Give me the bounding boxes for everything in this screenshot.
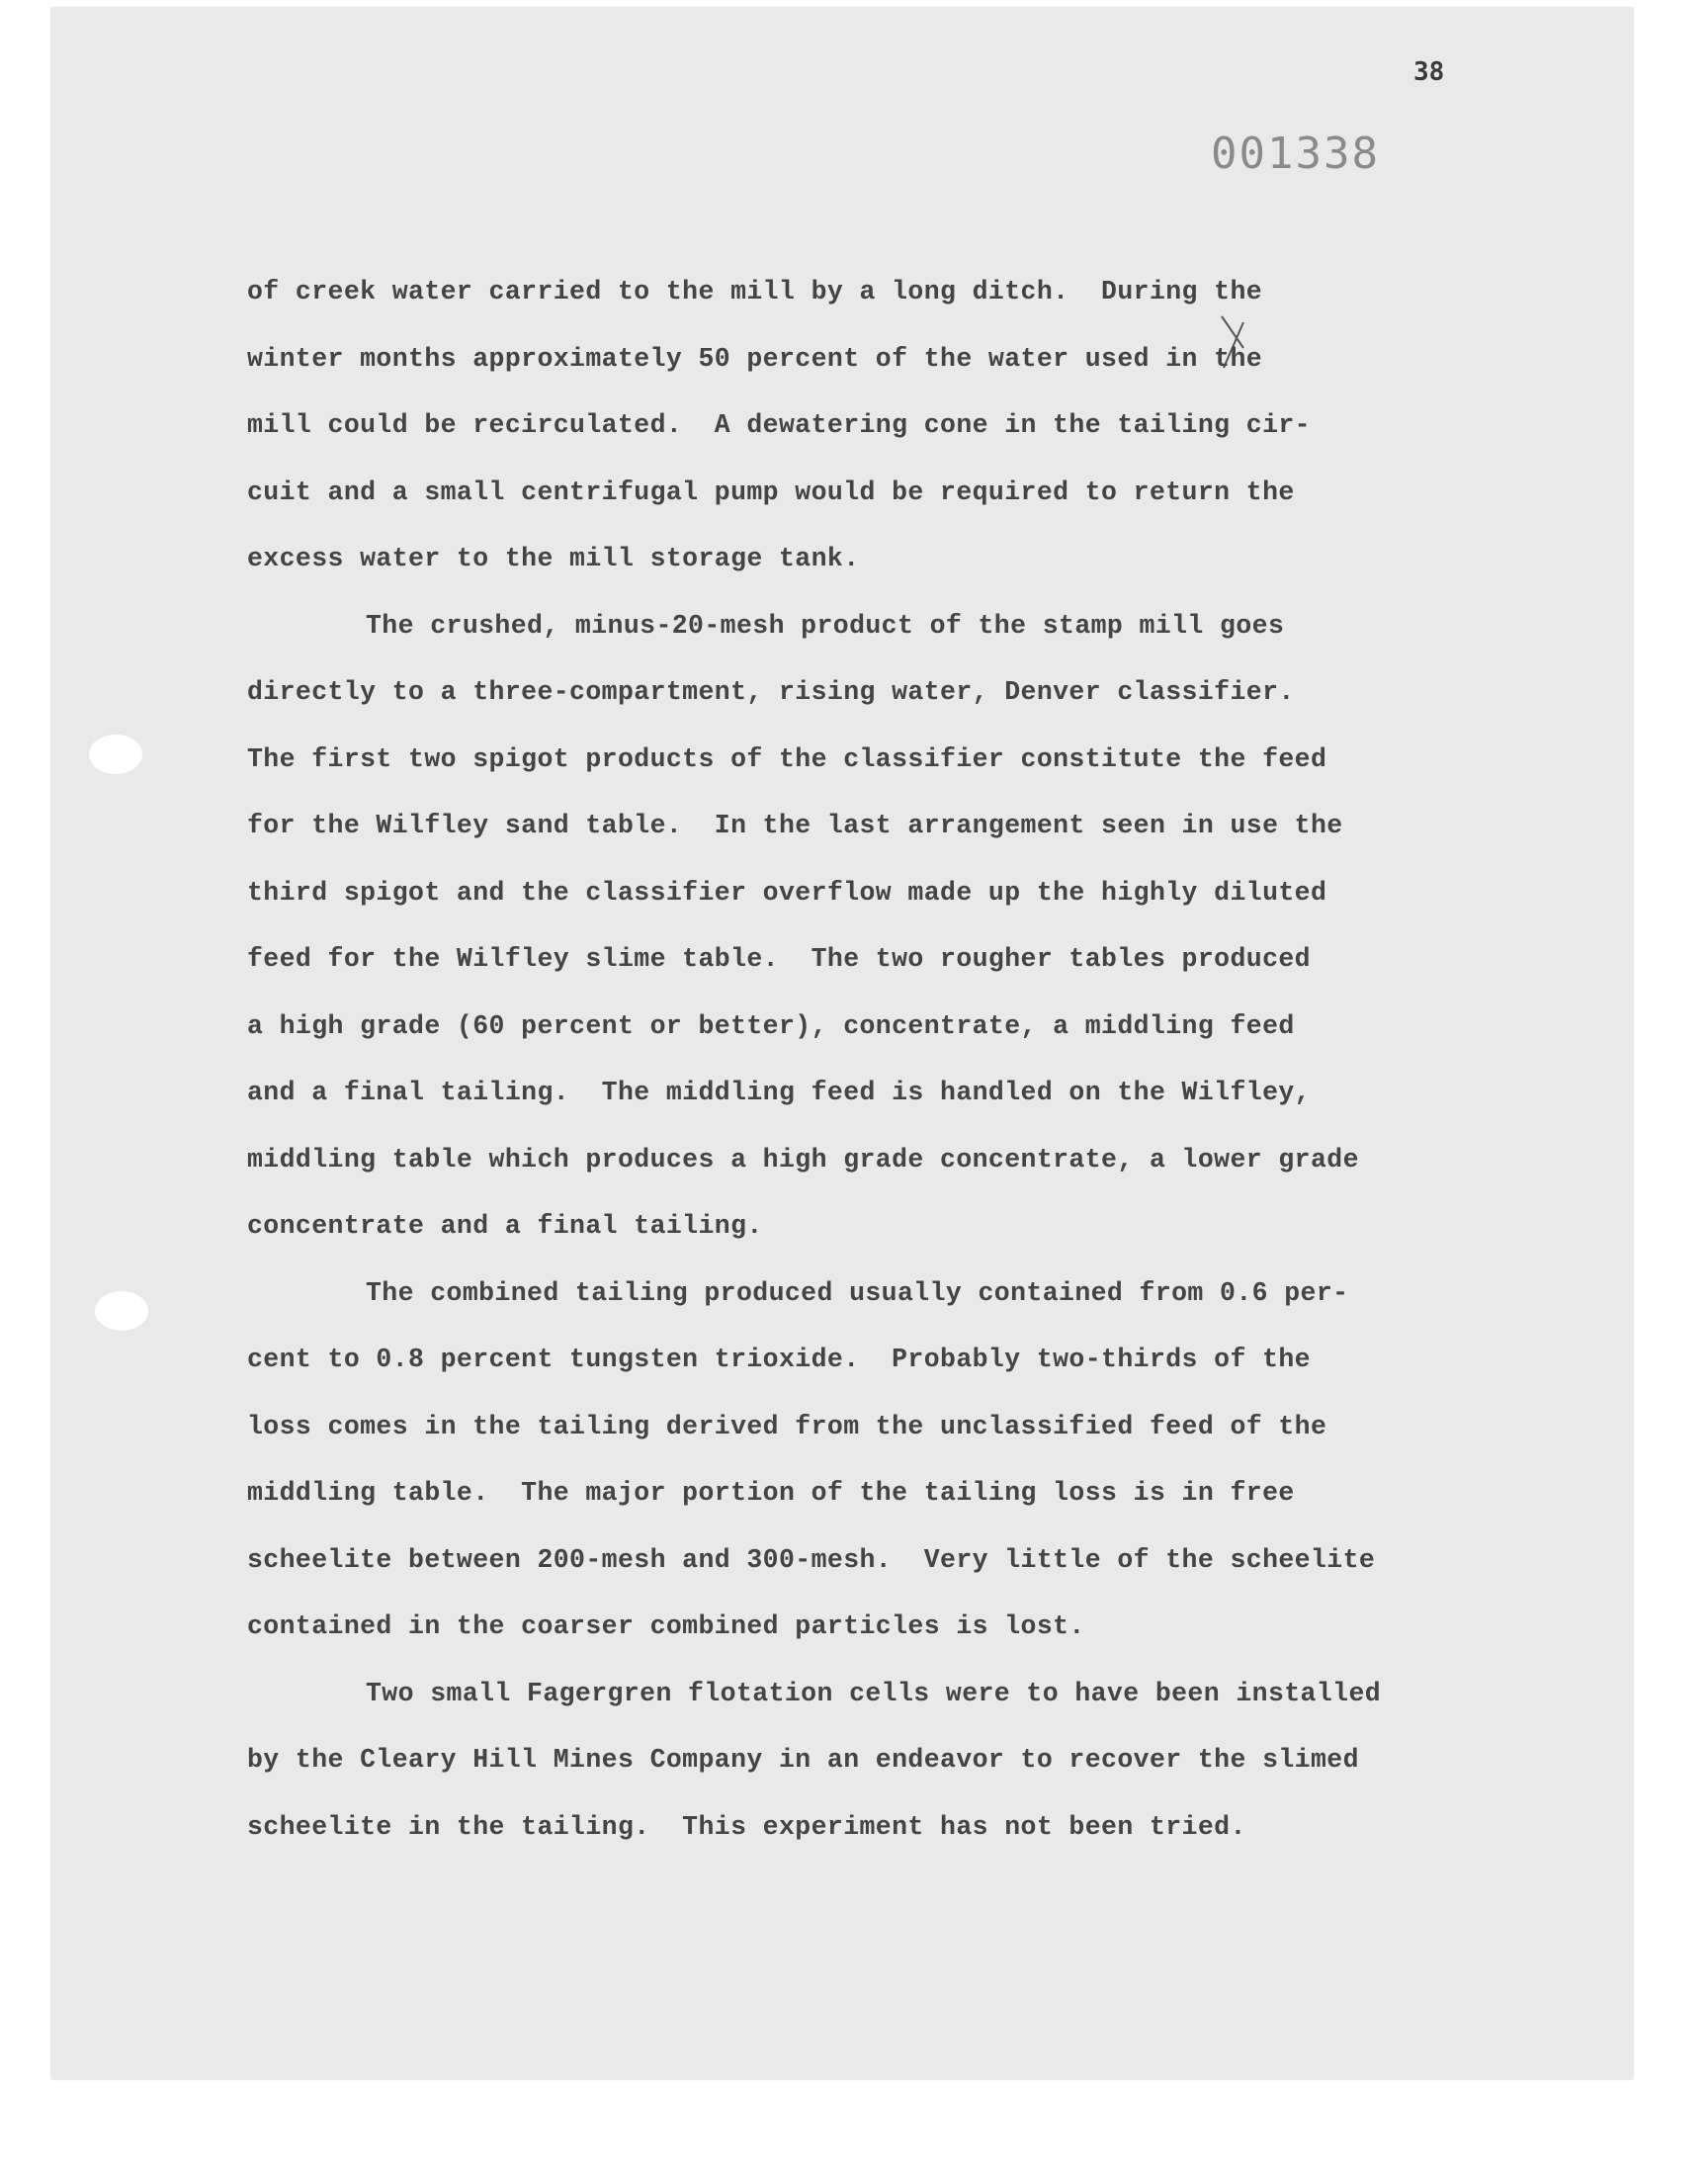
- text-line: The combined tailing produced usually contained from 0.6 per-: [366, 1277, 1349, 1308]
- paragraph-1: [247, 259, 1493, 593]
- paragraph-4: [247, 1661, 1493, 1862]
- text-line: middling table. The major portion of the tailing loss is in free: [247, 1478, 1295, 1508]
- paragraph-2: [247, 593, 1493, 1261]
- text-line: scheelite in the tailing. This experiment has not been tried.: [247, 1811, 1246, 1842]
- text-line: The crushed, minus-20-mesh product of the stamp mill goes: [366, 610, 1285, 641]
- text-line: by the Cleary Hill Mines Company in an endeavor to recover the slimed: [247, 1745, 1359, 1775]
- paragraph-3: [247, 1261, 1493, 1661]
- text-line: loss comes in the tailing derived from the unclassified feed of the: [247, 1411, 1327, 1441]
- body-text: [247, 259, 1493, 1861]
- punch-hole-lower: [95, 1291, 148, 1331]
- text-line: cuit and a small centrifugal pump would be required to return the: [247, 477, 1295, 507]
- text-line: middling table which produces a high grade concentrate, a lower grade: [247, 1144, 1359, 1174]
- text-line: scheelite between 200-mesh and 300-mesh. Very little of the scheelite: [247, 1544, 1376, 1575]
- text-line: a high grade (60 percent or better), concentrate, a middling feed: [247, 1010, 1295, 1041]
- text-line: The first two spigot products of the classifier constitute the feed: [247, 743, 1327, 774]
- document-stamp-number: 001338: [1211, 129, 1380, 179]
- text-line: concentrate and a final tailing.: [247, 1211, 763, 1241]
- text-line: and a final tailing. The middling feed is handled on the Wilfley,: [247, 1078, 1311, 1107]
- text-line: mill could be recirculated. A dewatering cone in the tailing cir-: [247, 410, 1311, 440]
- text-line: directly to a three-compartment, rising water, Denver classifier.: [247, 677, 1295, 707]
- punch-hole-upper: [89, 735, 142, 774]
- text-line: Two small Fagergren flotation cells were to have been installed: [366, 1678, 1382, 1708]
- text-line: excess water to the mill storage tank.: [247, 544, 860, 573]
- text-line: third spigot and the classifier overflow made up the highly diluted: [247, 877, 1327, 908]
- text-line: of creek water carried to the mill by a long ditch. During the: [247, 277, 1263, 306]
- text-line: contained in the coarser combined particles is lost.: [247, 1611, 1085, 1641]
- text-line: winter months approximately 50 percent of the water used in the: [247, 343, 1263, 374]
- page-number: 38: [1413, 57, 1445, 87]
- text-line: for the Wilfley sand table. In the last arrangement seen in use the: [247, 811, 1343, 840]
- text-line: cent to 0.8 percent tungsten trioxide. Probably two-thirds of the: [247, 1345, 1311, 1374]
- text-line: feed for the Wilfley slime table. The two rougher tables produced: [247, 944, 1311, 974]
